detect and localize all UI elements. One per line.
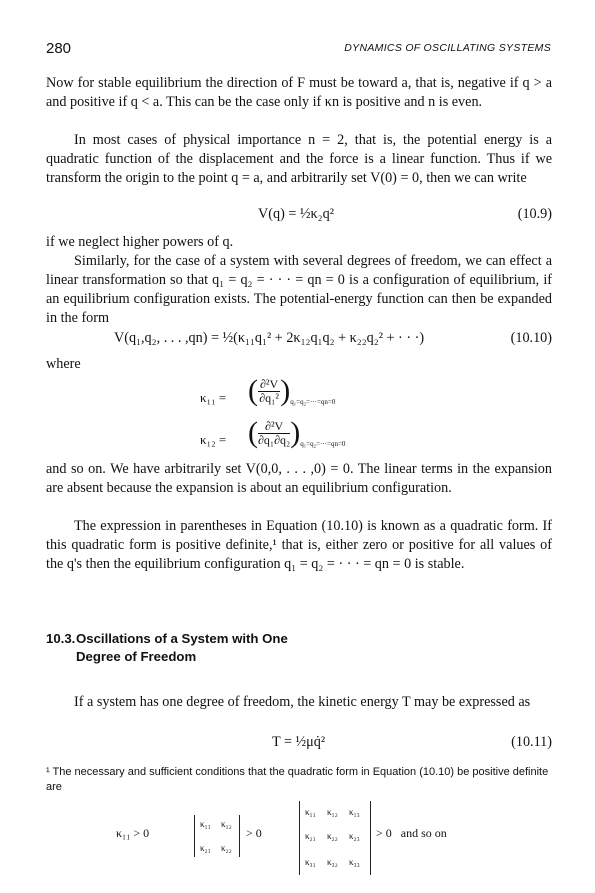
equation-10-10 [46,330,552,352]
kappa12-evaluation: q₁=q₂=···=qn=0 [300,439,346,448]
det2-entry: κ₁₂ [221,819,232,829]
equation-text: V(q) = ½κ₂q² [258,206,334,222]
kappa12-lhs: κ₁₂ = [200,432,227,447]
where-label: where [46,356,81,372]
det2-entry: κ₂₁ [200,843,211,853]
condition-1: κ₁₁ > 0 [116,826,150,840]
footnote: ¹ The necessary and sufficient conditions that the quadratic form in Equation (10.10) be positive definite are [46,766,549,793]
kappa11-definition: κ₁₁ = ( $\frac{\text{∂²V}}{\text{∂q₁²}}$ )$_{q_1=q_2=\cdot\cdot\cdot=qn=0}$ [200,374,336,407]
condition-2-gt: > 0 [246,826,262,840]
section-title-line-1: Oscillations of a System with One [76,631,288,646]
paragraph-5: and so on. We have arbitrarily set V(0,0, . . . ,0) = 0. The linear terms in the expansion are absent because the expansion is about an equilibrium configuration. [46,461,552,496]
det2-entry: κ₂₂ [221,843,232,853]
paragraph-4: Similarly, for the case of a system with several degrees of freedom, we can effect a linear transformation so that q₁ = q₂ = · · · = qn = 0 is a configuration of equilibrium, if an equilibrium configuration exists. The potential-energy function can then be expanded in the form [46,253,552,326]
paragraph-3: if we neglect higher powers of q. [46,234,234,250]
page-header [46,40,551,58]
running-title: DYNAMICS OF OSCILLATING SYSTEMS [344,42,551,54]
det3-entry: κ₁₃ [349,807,360,817]
det3-entry: κ₃₃ [349,857,360,867]
section-title-line-2: Degree of Freedom [76,649,197,664]
det3-entry: κ₁₂ [327,807,338,817]
kappa11-evaluation: q₁=q₂=···=qn=0 [290,397,336,406]
determinant-2x2 [194,815,240,857]
equation-10-9 [46,206,552,228]
paragraph-2: In most cases of physical importance n = 2, that is, the potential energy is a quadratic function of the displacement and the force is a linear function. Thus if we transform the origin to the point q = a, and arbitrarily set V(0) = 0, then we can write [46,132,552,186]
equation-number: (10.11) [511,734,552,750]
equation-text: T = ½μq̇² [272,734,326,750]
det3-entry: κ₂₂ [327,831,338,841]
equation-number: (10.10) [510,330,552,346]
kappa11-lhs: κ₁₁ = [200,390,227,405]
page-number: 280 [46,40,72,57]
det3-entry: κ₃₁ [305,857,316,867]
kappa12-numerator: ∂²V [258,420,290,434]
kappa11-numerator: ∂²V [260,376,279,391]
kappa12-definition: κ₁₂ = ( $\frac{\text{∂²V}}{\text{∂q₁∂q₂}}$ )$_{q_1=q_2=\cdot\cdot\cdot=qn=0}$ [200,416,346,449]
equation-text: V(q₁,q₂, . . . ,qn) = ½(κ₁₁q₁² + 2κ₁₂q₁q₂ + κ₂₂q₂² + · · ·) [114,330,425,346]
paragraph-1: Now for stable equilibrium the direction of F must be toward a, that is, negative if q > a and positive if q < a. This can be the case only if κn is positive and n is even. [46,75,552,110]
paragraph-6: The expression in parentheses in Equation (10.10) is known as a quadratic form. If this quadratic form is positive definite,¹ that is, either zero or positive for all values of the q's then the equilibrium configuration q₁ = q₂ = · · · = qn = 0 is stable. [46,518,552,572]
det3-entry: κ₃₂ [327,857,338,867]
equation-number: (10.9) [517,206,552,222]
equation-10-11 [46,734,552,756]
kappa11-denominator: ∂q₁² [259,390,279,405]
det3-entry: κ₂₃ [349,831,360,841]
kappa12-denominator: ∂q₁∂q₂ [258,432,291,447]
section-heading [46,630,288,666]
determinant-3x3 [299,801,371,875]
paragraph-7: If a system has one degree of freedom, the kinetic energy T may be expressed as [74,694,531,710]
det3-entry: κ₁₁ [305,807,316,817]
section-number: 10.3. [46,631,76,646]
det3-entry: κ₂₁ [305,831,316,841]
det2-entry: κ₁₁ [200,819,211,829]
condition-3-gt: > 0 and so on [376,826,447,840]
